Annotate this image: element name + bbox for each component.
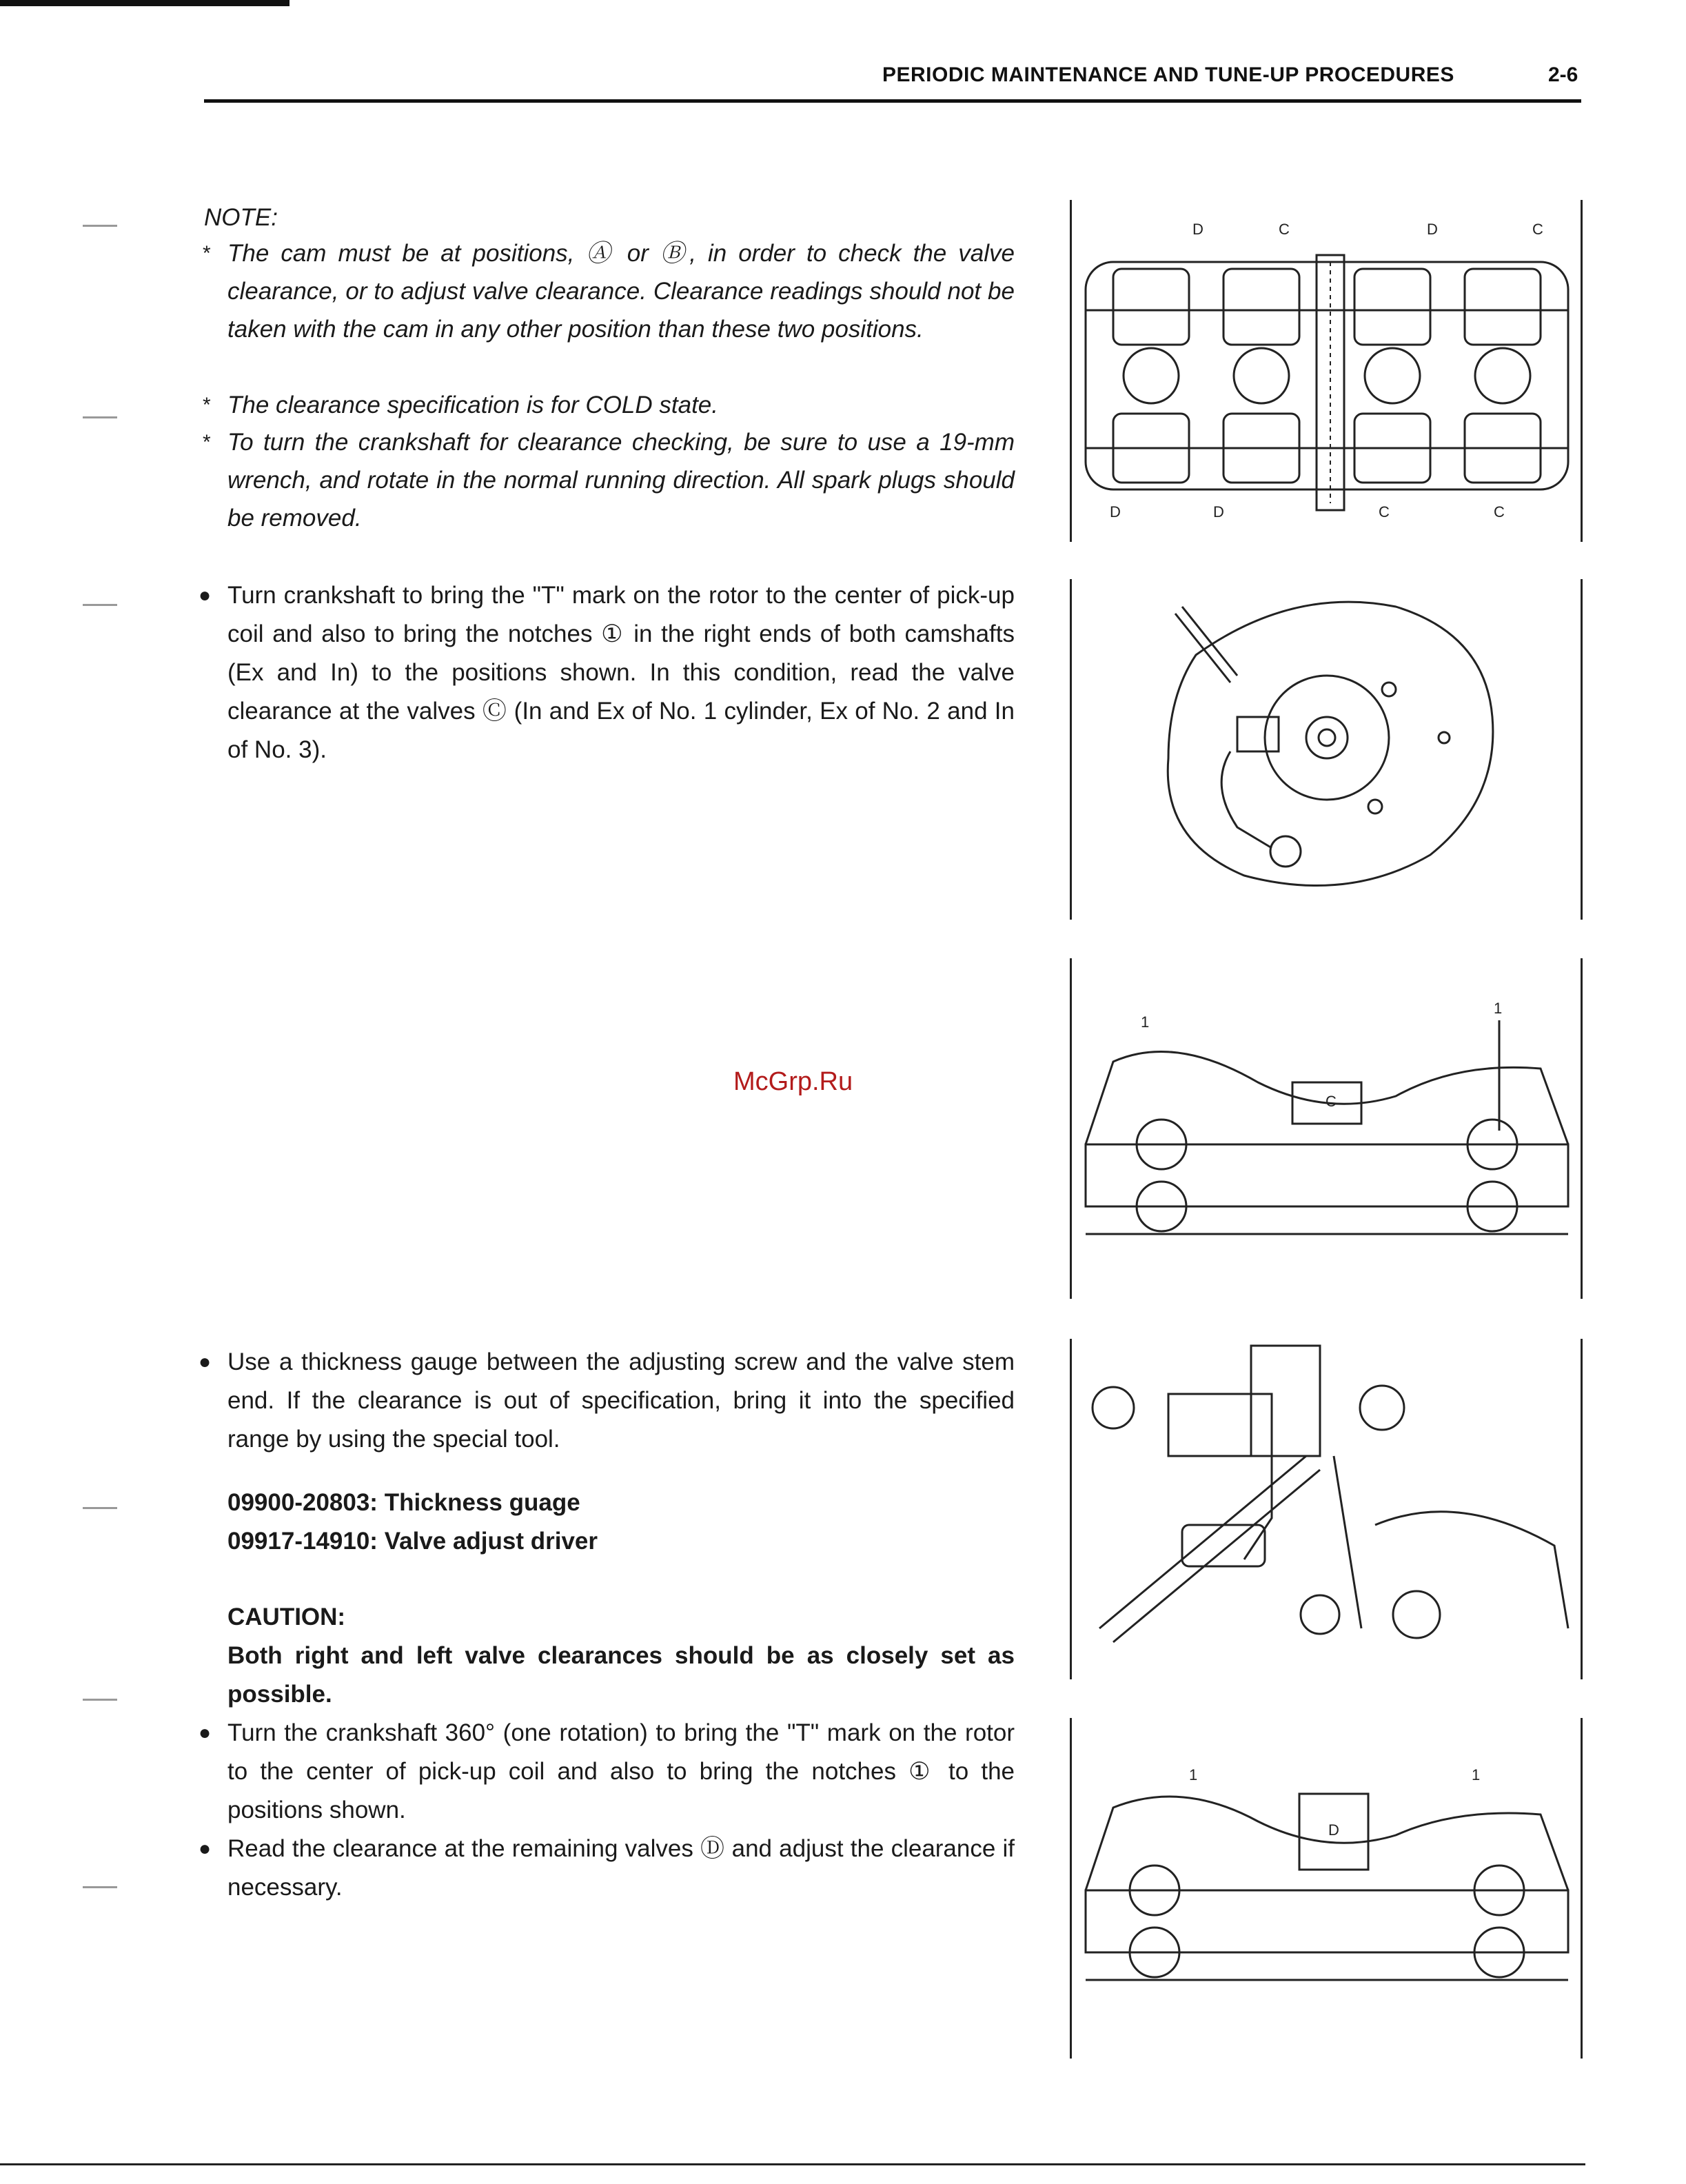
note-label: NOTE:	[204, 204, 278, 231]
bullet-icon: ●	[199, 584, 212, 607]
header-rule	[204, 99, 1581, 103]
figure-camshaft-notches-c	[1070, 958, 1583, 1299]
fig1-label: C	[1279, 221, 1290, 238]
camshaft-notches-d-drawing	[1072, 1718, 1581, 2059]
margin-mark	[83, 604, 117, 606]
fig1-label: C	[1532, 221, 1543, 238]
figure-valve-adjust-photo	[1070, 1339, 1583, 1679]
figure-cylinder-head-top	[1070, 200, 1583, 542]
page-number: 2-6	[1548, 63, 1578, 86]
fig5-label: D	[1328, 1821, 1339, 1839]
step-text: Turn crankshaft to bring the "T" mark on the rotor to the center of pick-up coil and also to bring the notches ① in the right ends of both camshafts (Ex and In) to the positions shown. In this condition, read the valve clearance at the valves Ⓒ (In and Ex of No. 1 cylinder, Ex of No. 2 and In of No. 3).	[227, 582, 1015, 763]
fig1-label: D	[1110, 503, 1121, 520]
step-rotate-360	[199, 1714, 1015, 1830]
fig1-label: C	[1379, 503, 1390, 520]
fig5-label: 1	[1472, 1766, 1481, 1783]
watermark: McGrp.Ru	[733, 1067, 853, 1096]
note-item	[203, 423, 1015, 537]
note-text: To turn the crankshaft for clearance checking, be sure to use a 19-mm wrench, and rotate in the normal running direction. All spark plugs should be removed.	[227, 429, 1015, 532]
note-marker: *	[203, 431, 211, 454]
footer-rule	[0, 2163, 1585, 2165]
pickup-coil-rotor-drawing	[1072, 579, 1581, 920]
note-text: The cam must be at positions, Ⓐ or Ⓑ, in order to check the valve clearance, or to adjust valve clearance. Clearance readings should not be taken with the cam in any other position than these two positions.	[227, 240, 1015, 343]
fig1-label: C	[1494, 503, 1505, 520]
step-thickness-gauge	[199, 1343, 1015, 1459]
valve-adjust-drawing	[1072, 1339, 1581, 1679]
note-marker: *	[203, 242, 211, 265]
margin-mark	[83, 1886, 117, 1888]
margin-mark	[83, 1507, 117, 1509]
step-text: Read the clearance at the remaining valves Ⓓ and adjust the clearance if necessary.	[227, 1835, 1015, 1901]
note-marker: *	[203, 394, 211, 416]
note-text: The clearance specification is for COLD state.	[227, 392, 718, 418]
note-item	[203, 234, 1015, 348]
caution-title: CAUTION:	[227, 1604, 346, 1630]
caution-text: Both right and left valve clearances should be as closely set as possible.	[227, 1642, 1015, 1708]
running-header-title: PERIODIC MAINTENANCE AND TUNE-UP PROCEDURES	[882, 63, 1454, 86]
bullet-icon: ●	[199, 1837, 212, 1860]
fig1-label: D	[1192, 221, 1203, 238]
step-text: Use a thickness gauge between the adjusting screw and the valve stem end. If the clearance is out of specification, bring it into the specified range by using the special tool.	[227, 1348, 1015, 1453]
special-tool-thickness-gauge: 09900-20803: Thickness guage	[227, 1489, 580, 1516]
fig3-label: 1	[1141, 1013, 1150, 1031]
camshaft-notches-c-drawing	[1072, 958, 1581, 1299]
margin-mark	[83, 416, 117, 418]
fig3-label: C	[1326, 1093, 1337, 1110]
fig5-label: 1	[1189, 1766, 1198, 1783]
step-text: Turn the crankshaft 360° (one rotation) to bring the "T" mark on the rotor to the center of pick-up coil and also to bring the notches ① to the positions shown.	[227, 1719, 1015, 1823]
step-turn-crankshaft	[199, 576, 1015, 769]
bullet-icon: ●	[199, 1721, 212, 1744]
step-read-remaining	[199, 1830, 1015, 1907]
figure-pickup-coil-rotor	[1070, 579, 1583, 920]
bullet-icon: ●	[199, 1351, 212, 1373]
fig1-label: D	[1427, 221, 1438, 238]
note-item	[203, 386, 1015, 424]
cylinder-head-top-drawing	[1072, 200, 1581, 542]
special-tool-valve-adjust-driver: 09917-14910: Valve adjust driver	[227, 1528, 598, 1555]
figure-camshaft-notches-d	[1070, 1718, 1583, 2059]
margin-mark	[83, 1699, 117, 1701]
margin-mark	[83, 225, 117, 227]
fig1-label: D	[1213, 503, 1224, 520]
fig3-label: 1	[1494, 1000, 1503, 1017]
top-left-rule	[0, 0, 290, 6]
